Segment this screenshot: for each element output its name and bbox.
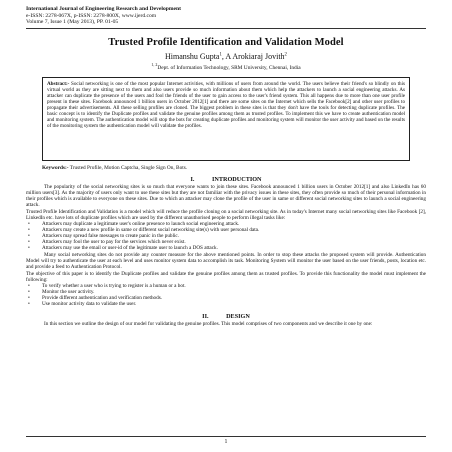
- author-1-sup: 1: [219, 52, 222, 58]
- section-heading-introduction: [26, 176, 426, 183]
- intro-paragraph-1: The popularity of the social networking sites is so much that everyone wants to join these sites. Facebook announced 1 billion users in October 2012[1] and also LinkedIn has 60 million users[3]. As the majority of users only want to use these sites but they are not familiar with the privacy issues in these sites, they often provide so much of their personal information in their profiles which is available to everyone on these sites. Due to which an attacker may clone the profile of the user in same or different social networking sites to launch a social engineering attack.: [26, 183, 426, 208]
- keywords: [42, 165, 410, 171]
- list-item: • Provide different authentication and verification methods.: [26, 295, 426, 301]
- design-paragraph-1: In this section we outline the design of our model for validating the genuine profiles. This model comprises of two components and we describe it one by one:: [44, 320, 373, 327]
- intro-paragraph-4: The objective of this paper is to identify the Duplicate profiles and validate the genuine profiles among them as trusted profiles. To provide this functionality the model must implement the following:: [26, 271, 426, 284]
- author-line: [26, 52, 426, 61]
- list-item: • Use monitor activity data to validate the user.: [26, 301, 426, 307]
- abstract-label: Abstract:-: [47, 80, 70, 87]
- affiliation-text: Dept. of Information Technology, SRM University, Chennai, India: [157, 64, 301, 71]
- author-2: , A Arokiaraj Jovith: [221, 51, 285, 61]
- keywords-label: Keywords:-: [42, 164, 69, 171]
- affiliation-sup: 1, 2: [151, 61, 158, 67]
- affiliation: [26, 62, 426, 71]
- footer-rule: [26, 436, 426, 437]
- intro-paragraph-2: Trusted Profile Identification and Validation is a model which will reduce the profile cloning on a social networking site. As in today's Internet many social networking sites like Facebook [2], LinkedIn etc. have lots of duplicate profiles which are used by the different unauthorised people to perform illegal tasks like:: [26, 208, 426, 221]
- abstract-box: [42, 77, 410, 161]
- section-number: II.: [202, 312, 209, 320]
- list-item: • Attackers may use the email or user-id of the legitimate user to launch a DOS attack.: [26, 245, 426, 251]
- section-title: DESIGN: [226, 312, 250, 320]
- intro-paragraph-3: Many social networking sites do not provide any counter measure for the above mentioned points. In order to stop these attacks the proposed system will provide. Authentication Model will try to authenticate the user at each level and uses monitor system data to accomplish its task. Monitoring System will monitor the user based on the user friends, posts, location etc. and provide a feed to Authentication Protocol.: [26, 252, 426, 271]
- abstract-text: Social networking is one of the most popular Internet activities, with millions of users from around the world. The users believe their friend's so blindly on this virtual world as they are sitting next to them and also users provide so much information about them which help the attackers to launch a social engineering attacks. As attacker can duplicate the presence of the users and fool the friends of the user to gain access to the user's friend system. This all happens due to more than one user profile present in these sites. Facebook announced 1 billion users in October 2012[1] and there are some sites on the Internet which sells the Facebook[2] and other user profiles to propagate their advertisements. All these selling profiles are cloned. The biggest problem in these sites is that they don't have the tools for detecting duplicate profiles. The basic concept is to identify the Duplicate profiles and validate the genuine profiles among them as trusted profiles. To implement this we have to create authentication model and monitoring system. The authentication model will stop the bots for creating duplicate profiles and monitoring system will monitor the user activity and based on the results of the monitoring system the authentication model will validate the profiles.: [47, 80, 405, 129]
- list-item: • Attackers may spread false messages to create panic in the public.: [26, 233, 426, 239]
- author-1: Himanshu Gupta: [165, 51, 220, 61]
- list-item: • To verify whether a user who is trying to register is a human or a bot.: [26, 283, 426, 289]
- journal-header: [26, 6, 426, 26]
- list-item: • Attackers may fool the user to pay for the services which never exist.: [26, 239, 426, 245]
- journal-name: International Journal of Engineering Research and Development: [26, 6, 181, 12]
- list-item: • Attackers may duplicate a legitimate user's online presence to launch social engineering attack.: [26, 221, 426, 227]
- journal-volume: Volume 7, Issue 1 (May 2013), PP. 01-05: [26, 19, 119, 26]
- page-number: 1: [224, 439, 228, 445]
- author-2-sup: 2: [284, 52, 287, 58]
- section-heading-design: [26, 313, 426, 320]
- section-title: INTRODUCTION: [212, 175, 262, 183]
- attack-list: [26, 221, 426, 251]
- objective-list: [26, 283, 426, 307]
- section-number: I.: [190, 175, 195, 183]
- list-item: • Attackers may create a new profile in same or different social networking site(s) with user personal data.: [26, 227, 426, 233]
- journal-issn: e-ISSN: 2278-067X, p-ISSN: 2278-800X, www.ijerd.com: [26, 12, 157, 19]
- list-item: • Monitor the user activity.: [26, 289, 426, 295]
- keywords-text: Trusted Profile, Motion Captcha, Single Sign On, Bots.: [68, 164, 188, 171]
- paper-title: Trusted Profile Identification and Validation Model: [108, 36, 344, 48]
- header-rule: [26, 28, 426, 29]
